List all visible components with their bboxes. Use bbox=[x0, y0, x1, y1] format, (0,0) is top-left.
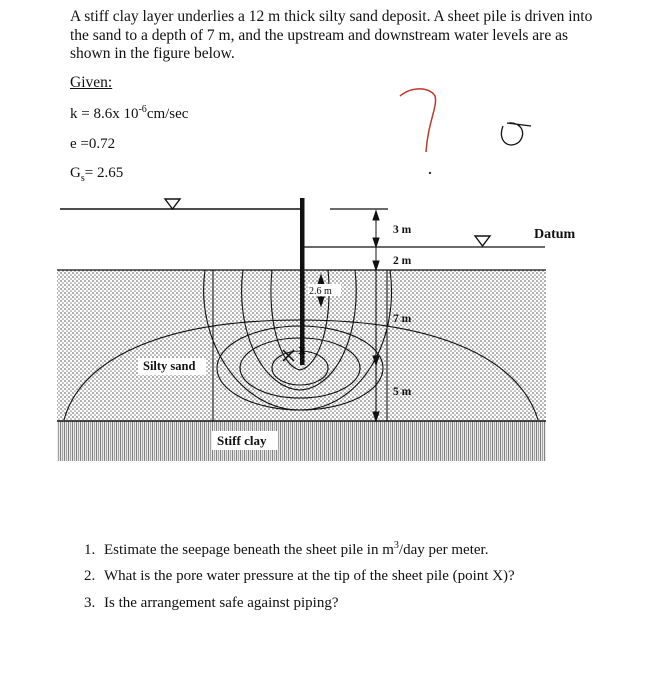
label-26m: 2.6 m bbox=[309, 286, 332, 297]
question-list bbox=[84, 540, 515, 623]
given-heading: Given: bbox=[70, 74, 113, 91]
gs-value: = 2.65 bbox=[84, 165, 124, 181]
question-superscript: 3 bbox=[393, 540, 399, 551]
question-number: 1. bbox=[84, 542, 96, 558]
label-3m: 3 m bbox=[393, 224, 412, 236]
question-text: Estimate the seepage beneath the sheet pile in m bbox=[104, 542, 394, 558]
datum-label: Datum bbox=[534, 227, 576, 242]
question-number: 2. bbox=[84, 567, 96, 584]
label-2m: 2 m bbox=[393, 255, 412, 267]
question-item bbox=[84, 568, 515, 596]
stiff-clay-layer bbox=[57, 421, 546, 461]
gs-prefix: G bbox=[70, 165, 81, 181]
k-prefix: k = 8.6x 10 bbox=[70, 106, 139, 122]
dim-7m-arrow-icon bbox=[373, 261, 379, 270]
handwritten-note bbox=[0, 0, 531, 174]
k-unit: cm/sec bbox=[146, 106, 189, 122]
question-number: 3. bbox=[84, 595, 96, 611]
question-text: Is the arrangement safe against piping? bbox=[104, 595, 339, 611]
given-void-ratio: e =0.72 bbox=[70, 136, 116, 152]
handwriting-text: 7 0 bbox=[0, 0, 2, 1]
dim-2m-arrow-icon bbox=[373, 238, 379, 247]
label-7m: 7 m bbox=[393, 313, 412, 325]
sheet-pile bbox=[300, 198, 305, 365]
question-item bbox=[84, 540, 515, 568]
label-5m: 5 m bbox=[393, 386, 412, 398]
silty-sand-label: Silty sand bbox=[143, 359, 196, 373]
dim-3m-arrow-icon bbox=[373, 211, 379, 220]
problem-statement: A stiff clay layer underlies a 12 m thick silty sand deposit. A sheet pile is driven into the sand to a depth of 7 m, and the upstream and downstream water levels are as shown in the figure below. bbox=[70, 8, 593, 62]
stiff-clay-label: Stiff clay bbox=[217, 433, 267, 448]
gs-subscript: s bbox=[80, 173, 85, 184]
question-item bbox=[84, 595, 515, 623]
upstream-water-triangle-icon bbox=[165, 199, 180, 209]
question-text-tail: /day per meter. bbox=[398, 542, 489, 558]
point-x-label: X bbox=[298, 345, 306, 357]
downstream-water-triangle-icon bbox=[475, 236, 490, 246]
k-exponent: -6 bbox=[138, 104, 147, 115]
question-text: What is the pore water pressure at the tip of the sheet pile (point X)? bbox=[104, 567, 515, 584]
